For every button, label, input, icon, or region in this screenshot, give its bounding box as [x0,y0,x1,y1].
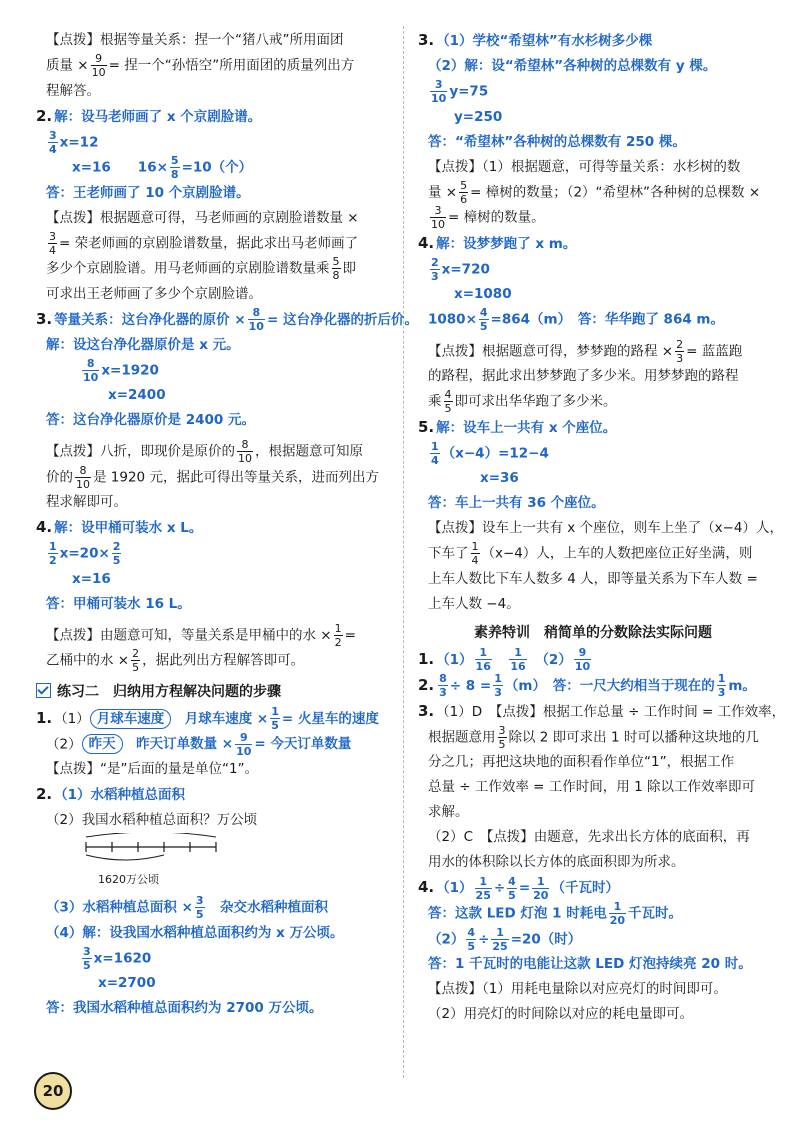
tip-line: 【点拨】（1）根据题意，可得等量关系：水杉树的数 [428,158,741,175]
special-4-1: 4. （1） $\frac{1}{25}$ ÷ $\frac{4}{5}$ = $\frac{1}{20}$ （千瓦时） [418,874,619,902]
tip-line: 用水的体积除以长方体的底面积即为所求。 [428,854,685,870]
tip-line: 上车人数比下车人数多 4 人，即等量关系为下车人数 = [428,570,758,587]
tip-line: 质量 × $\frac{9}{10}$ = 捏一个“孙悟空”所用面团的质量列出方 [46,52,355,79]
left-column [36,28,418,1021]
solution-setup: 解：设这台净化器原价是 x 元。 [46,336,240,353]
tip-line: 乙桶中的水 × $\frac{2}{5}$ ，据此列出方程解答即可。 [46,647,305,674]
equation: x=1080 [454,286,512,302]
special-1: 1. （1） $\frac{1}{16}$ $\frac{1}{16}$ （2） $\frac{9}{10}$ [418,646,591,673]
page-number: 20 [34,1072,72,1110]
answer: 答：1 千瓦时的电能让这款 LED 灯泡持续亮 20 时。 [428,956,752,972]
tip-line: 分之几；再把这块地的面积看作单位“1”，根据工作 [428,754,735,770]
equation: x=2700 [98,975,156,991]
column-divider [403,26,404,1078]
equation: $\frac{1}{4}$ （x−4）=12−4 [431,439,549,467]
exercise-item-2-2: （2）我国水稻种植总面积？万公顷 [46,812,258,828]
section-title: 素养特训 稍简单的分数除法实际问题 [474,624,712,641]
tip-line: 【点拨】由题意可知，等量关系是甲桶中的水 × $\frac{1}{2}$ = [46,621,356,649]
answer: 答：车上一共有 36 个座位。 [428,495,605,511]
tip-line: 【点拨】根据题意可得，马老师画的京剧脸谱数量 × [46,209,359,226]
tip-line: 【点拨】八折，即现价是原价的 $\frac{8}{10}$ ，根据题意可知原 [46,438,363,465]
equation: x=16 16× $\frac{5}{8}$ =10（个） [72,154,253,181]
tip-line: 下车了 $\frac{1}{4}$ （x−4）人，上车的人数把座位正好坐满，则 [428,540,753,567]
tip-line: 的路程，据此求出梦梦跑了多少米。用梦梦跑的路程 [428,368,739,384]
tip-line: 【点拨】设车上一共有 x 个座位，则车上坐了（x−4）人， [428,520,783,536]
part-brace [86,855,164,860]
tip-line: 总量 ÷ 工作效率 = 工作时间，用 1 除以工作效率即可 [428,779,755,795]
exercise-item-1-1: 1. （1） 月球车速度 月球车速度 × $\frac{1}{5}$ = 火星车的速度 [36,705,379,732]
question-4: 4. 解：设梦梦跑了 x m。 [418,233,577,252]
equation: x=36 [480,470,519,486]
segment-diagram [36,833,392,895]
answer: 答：王老师画了 10 个京剧脸谱。 [46,184,250,201]
tip-line: 多少个京剧脸谱。用马老师画的京剧脸谱数量乘 $\frac{5}{8}$ 即 [46,255,356,282]
question-3: 3. 等量关系：这台净化器的原价 × $\frac{8}{10}$ = 这台净化器的折后价。 [36,306,418,333]
tip-line: 乘 $\frac{4}{5}$ 即可求出华华跑了多少米。 [428,388,617,415]
total-brace [86,833,216,837]
tip-line: （2）用亮灯的时间除以对应的耗电量即可。 [428,1006,694,1022]
equation: $\frac{8}{10}$ x=1920 [83,356,159,384]
question-4: 4. 解：设甲桶可装水 x L。 [36,518,203,536]
checkbox-icon [36,683,51,698]
exercise-item-2-1: 2. （1）水稻种植总面积 [36,785,186,803]
answer: 答：我国水稻种植总面积约为 2700 万公顷。 [46,1000,323,1016]
equation-answer: 1080× $\frac{4}{5}$ =864（m） 答：华华跑了 864 m。 [428,306,725,333]
answer: 答：这台净化器原价是 2400 元。 [46,412,255,428]
tip-line: 程解答。 [46,82,100,99]
equation: y=250 [454,108,503,125]
equation: $\frac{3}{10}$ y=75 [431,78,489,105]
circled-answer: 昨天 [82,734,123,754]
tip-line: 可求出王老师画了多少个京剧脸谱。 [46,285,262,302]
tip-line: 【点拨】“是”后面的量是单位“1”。 [46,761,259,777]
equation: $\frac{3}{4}$ x=12 [49,128,99,156]
exercise-item-2-4: （4）解：设我国水稻种植总面积约为 x 万公顷。 [46,924,344,941]
exercise-2-title: 练习二 归纳用方程解决问题的步骤 [36,678,392,706]
equation: $\frac{3}{5}$ x=1620 [83,944,152,972]
diagram-label: 1620万公顷 [98,873,159,886]
tip-line: 【点拨】根据等量关系：捏一个“猪八戒”所用面团 [46,32,344,48]
question-3-2: （2）解：设“希望林”各种树的总棵数有 y 棵。 [428,58,717,74]
tip-line: 【点拨】根据题意可得，梦梦跑的路程 × $\frac{2}{3}$ = 蓝蓝跑 [428,337,743,365]
tip-line: 求解。 [428,804,469,820]
segment-diagram-svg [36,833,256,895]
question-3-1: 3. （1）学校“希望林”有水杉树多少棵 [418,31,653,49]
circled-answer: 月球车速度 [90,709,172,729]
exercise-item-2-3: （3）水稻种植总面积 × $\frac{3}{5}$ 杂交水稻种植面积 [46,894,329,921]
tip-line: 【点拨】（1）用耗电量除以对应亮灯的时间即可。 [428,981,727,997]
fraction: $\frac{9}{10}$ [91,52,106,79]
tip-line: $\frac{3}{10}$ = 樟树的数量。 [431,204,545,231]
equation: x=16 [72,570,111,587]
right-column [418,28,786,1027]
equation: $\frac{1}{2}$ x=20× $\frac{2}{5}$ [49,540,121,567]
question-2: 2. 解：设马老师画了 x 个京剧脸谱。 [36,106,262,125]
question-5: 5. 解：设车上一共有 x 个座位。 [418,417,617,436]
tip-line: $\frac{3}{4}$ = 荣老师画的京剧脸谱数量，据此求出马老师画了 [49,229,359,257]
special-3: 3. （1）D 【点拨】根据工作总量 ÷ 工作时间 = 工作效率， [418,701,786,720]
tip-line: 价的 $\frac{8}{10}$ 是 1920 元，据此可得出等量关系，进而列出方 [46,463,379,491]
tip-line: 程求解即可。 [46,494,127,510]
tip-line: 上车人数 −4。 [428,595,520,612]
special-2: 2. $\frac{8}{3}$ ÷ 8 = $\frac{1}{3}$ （m） 答：一尺大约相当于现在的 $\frac{1}{3}$ m。 [418,672,756,699]
tip-line: 根据题意用 $\frac{3}{5}$ 除以 2 即可求出 1 时可以播种这块地的几 [428,723,759,751]
answer: 答：甲桶可装水 16 L。 [46,595,191,612]
answer: 答：“希望林”各种树的总棵数有 250 棵。 [428,133,686,150]
tip-line: （2）C 【点拨】由题意，先求出长方体的底面积，再 [428,829,750,845]
special-4-2: （2） $\frac{4}{5}$ ÷ $\frac{1}{25}$ =20（时） [428,925,582,953]
equation: x=2400 [108,387,166,403]
answer: 答：这款 LED 灯泡 1 时耗电 $\frac{1}{20}$ 千瓦时。 [428,900,683,927]
exercise-item-1-2: （2） 昨天 昨天订单数量 × $\frac{9}{10}$ = 今天订单数量 [46,730,352,758]
tip-line: 量 × $\frac{5}{6}$ = 樟树的数量；（2）“希望林”各种树的总棵数 × [428,178,761,206]
equation: $\frac{2}{3}$ x=720 [431,255,490,283]
